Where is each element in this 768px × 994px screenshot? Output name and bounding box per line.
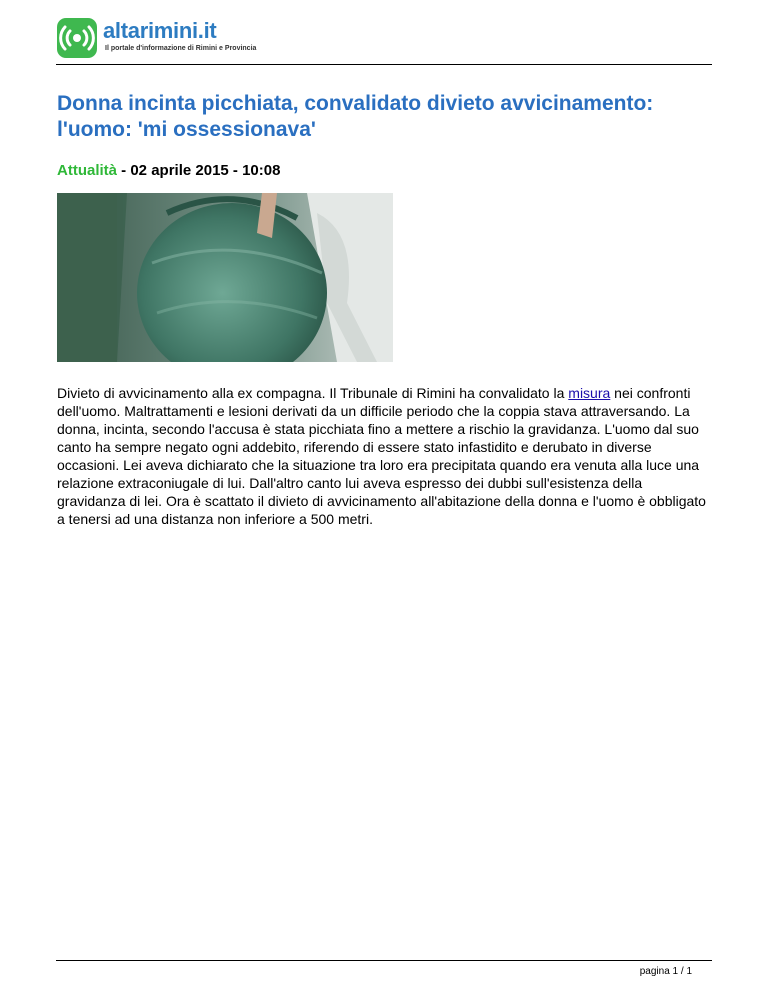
photo-image-icon [57, 193, 393, 362]
site-name: altarimini.it [103, 18, 217, 43]
article-body [57, 384, 707, 528]
misura-link[interactable]: misura [568, 385, 611, 401]
article-meta [57, 161, 280, 181]
publish-date: 02 aprile 2015 - 10:08 [130, 162, 281, 179]
date-separator: - [117, 162, 131, 179]
article-photo [57, 193, 393, 362]
broadcast-icon [57, 18, 97, 58]
body-text-part1: Divieto di avvicinamento alla ex compagna. Il Tribunale di Rimini ha convalidato la [57, 385, 569, 401]
site-tagline: Il portale d'informazione di Rimini e Provincia [105, 45, 257, 52]
header-divider [56, 64, 712, 65]
site-logo[interactable] [57, 18, 257, 58]
body-text-part2: nei confronti dell'uomo. Maltrattamenti e lesioni derivati da un difficile periodo che la coppia stava attraversando. La donna, incinta, secondo l'accusa è stata picchiata fino a mettere a rischio la gravidanza. L'uomo dal suo canto ha sempre negato ogni addebito, riferendo di essere stato infastidito e derubato in diverse occasioni. Lei aveva dichiarato che la situazione tra loro era precipitata quando era venuta alla luce una relazione extraconiugale di lui. Dall'altro canto lui aveva espresso dei dubbi sull'esistenza della gravidanza di lei. Ora è scattato il divieto di avvicinamento all'abitazione della donna e l'uomo è obbligato a tenersi ad una distanza non inferiore a 500 metri. [57, 385, 706, 527]
footer-divider [56, 960, 712, 961]
article-title: Donna incinta picchiata, convalidato divieto avvicinamento: l'uomo: 'mi ossessionava' [57, 92, 654, 141]
category-label[interactable]: Attualità [57, 162, 117, 179]
page-number: pagina 1 / 1 [639, 966, 692, 977]
